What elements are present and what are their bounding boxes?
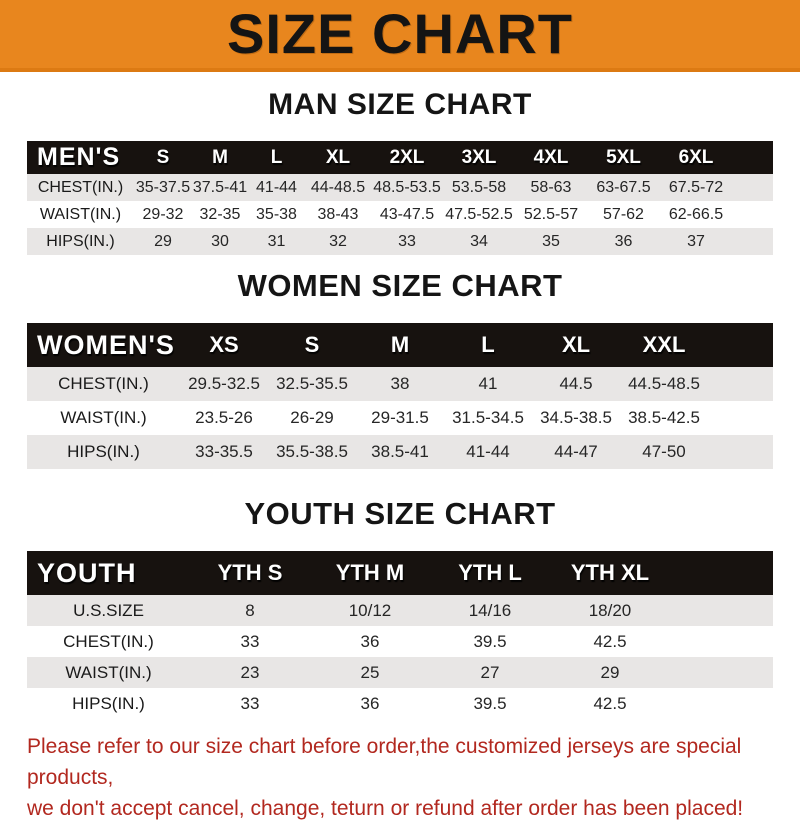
men-row-label: HIPS(IN.): [46, 232, 115, 250]
men-value-cell: 34: [470, 232, 488, 250]
women-value-cell: 38.5-41: [371, 442, 429, 462]
men-value-cell: 57-62: [603, 205, 644, 223]
youth-value-cell: 10/12: [348, 600, 392, 620]
men-value-cell: 67.5-72: [668, 178, 724, 196]
youth-value-cell: 23: [240, 662, 260, 682]
spacer-cell: [708, 367, 773, 401]
spacer-cell: [670, 688, 773, 719]
women-section: [0, 269, 800, 469]
men-col-4xl: 4XL: [533, 146, 569, 168]
women-col-xxl: XXL: [642, 332, 686, 358]
men-value-cell: 58-63: [530, 178, 572, 196]
women-size-table: [27, 323, 773, 469]
spacer-cell: [670, 595, 773, 626]
women-row-waist-in: [27, 401, 773, 435]
men-value-cell: 35-37.5: [135, 178, 191, 196]
youth-header-row: [27, 551, 773, 595]
spacer-cell: [708, 323, 773, 367]
women-value-cell: 47-50: [642, 442, 686, 462]
women-header-row: [27, 323, 773, 367]
men-col-5xl: 5XL: [606, 146, 641, 168]
men-value-cell: 38-43: [317, 205, 359, 223]
men-value-cell: 48.5-53.5: [373, 178, 441, 196]
youth-row-hips-in: [27, 688, 773, 719]
men-col-2xl: 2XL: [389, 146, 425, 168]
women-value-cell: 44.5-48.5: [628, 374, 700, 394]
youth-row-label: HIPS(IN.): [72, 693, 145, 713]
youth-value-cell: 14/16: [468, 600, 512, 620]
youth-value-cell: 42.5: [593, 631, 627, 651]
men-value-cell: 30: [211, 232, 229, 250]
youth-value-cell: 8: [245, 600, 255, 620]
women-col-s: S: [304, 332, 320, 358]
men-value-cell: 52.5-57: [523, 205, 579, 223]
spacer-cell: [708, 401, 773, 435]
men-value-cell: 53.5-58: [451, 178, 507, 196]
men-col-m: M: [212, 146, 228, 168]
youth-value-cell: 39.5: [473, 631, 507, 651]
youth-col-yth-s: YTH S: [217, 560, 283, 586]
women-row-label: WAIST(IN.): [60, 408, 147, 428]
youth-col-yth-l: YTH L: [458, 560, 522, 586]
youth-value-cell: 36: [360, 631, 380, 651]
men-value-cell: 32-35: [199, 205, 241, 223]
men-value-cell: 43-47.5: [379, 205, 435, 223]
men-value-cell: 44-48.5: [310, 178, 366, 196]
youth-row-label: CHEST(IN.): [63, 631, 154, 651]
women-value-cell: 29-31.5: [371, 408, 429, 428]
spacer-cell: [732, 141, 773, 174]
spacer-cell: [708, 435, 773, 469]
women-value-cell: 33-35.5: [195, 442, 253, 462]
men-value-cell: 47.5-52.5: [445, 205, 513, 223]
spacer-cell: [670, 626, 773, 657]
men-value-cell: 63-67.5: [596, 178, 651, 196]
men-row-label: WAIST(IN.): [39, 205, 122, 223]
men-col-3xl: 3XL: [461, 146, 497, 168]
women-col-xl: XL: [561, 332, 591, 358]
men-value-cell: 35-38: [256, 205, 297, 223]
youth-value-cell: 18/20: [588, 600, 632, 620]
men-value-cell: 32: [329, 232, 347, 250]
women-value-cell: 29.5-32.5: [188, 374, 260, 394]
women-row-label: CHEST(IN.): [58, 374, 149, 394]
spacer-cell: [732, 174, 773, 201]
women-value-cell: 31.5-34.5: [452, 408, 524, 428]
men-col-s: S: [156, 146, 170, 168]
youth-value-cell: 39.5: [473, 693, 507, 713]
women-value-cell: 23.5-26: [195, 408, 253, 428]
youth-section-title: YOUTH SIZE CHART: [244, 496, 556, 532]
women-value-cell: 41-44: [466, 442, 510, 462]
youth-row-label: WAIST(IN.): [65, 662, 152, 682]
youth-value-cell: 29: [600, 662, 620, 682]
youth-row-waist-in: [27, 657, 773, 688]
women-value-cell: 38.5-42.5: [628, 408, 700, 428]
women-section-title: WOMEN SIZE CHART: [237, 268, 563, 303]
men-row-hips-in: [27, 228, 773, 255]
men-value-cell: 37: [687, 232, 705, 250]
women-row-label: HIPS(IN.): [67, 442, 140, 462]
women-row-chest-in: [27, 367, 773, 401]
men-row-chest-in: [27, 174, 773, 201]
men-value-cell: 33: [398, 232, 416, 250]
men-value-cell: 31: [267, 232, 286, 250]
men-row-label: CHEST(IN.): [37, 178, 124, 196]
men-value-cell: 37.5-41: [192, 178, 248, 196]
men-value-cell: 36: [614, 232, 633, 250]
women-value-cell: 41: [478, 374, 498, 394]
men-corner-label: MEN'S: [37, 143, 121, 171]
youth-row-label: U.S.SIZE: [73, 600, 144, 620]
men-col-6xl: 6XL: [678, 146, 714, 168]
page-title: SIZE CHART: [227, 2, 573, 65]
youth-row-u-s-size: [27, 595, 773, 626]
men-header-row: [27, 141, 773, 174]
youth-value-cell: 36: [360, 693, 380, 713]
men-col-xl: XL: [325, 146, 351, 168]
footer-note-line2: we don't accept cancel, change, teturn or refund after order has been placed!: [27, 797, 744, 821]
men-col-l: L: [270, 146, 283, 168]
youth-row-chest-in: [27, 626, 773, 657]
women-value-cell: 44-47: [554, 442, 598, 462]
women-value-cell: 38: [390, 374, 410, 394]
spacer-cell: [732, 201, 773, 228]
women-row-hips-in: [27, 435, 773, 469]
youth-col-yth-xl: YTH XL: [570, 560, 650, 586]
youth-section: [0, 497, 800, 719]
men-value-cell: 29-32: [142, 205, 184, 223]
women-value-cell: 35.5-38.5: [276, 442, 348, 462]
youth-value-cell: 33: [240, 693, 260, 713]
women-value-cell: 32.5-35.5: [276, 374, 348, 394]
men-value-cell: 35: [542, 232, 560, 250]
women-value-cell: 44.5: [559, 374, 593, 394]
women-col-l: L: [481, 332, 495, 358]
youth-value-cell: 33: [240, 631, 260, 651]
spacer-cell: [732, 228, 773, 255]
youth-value-cell: 42.5: [593, 693, 627, 713]
men-value-cell: 29: [154, 232, 172, 250]
footer-note: [0, 731, 800, 824]
women-value-cell: 26-29: [290, 408, 334, 428]
women-col-m: M: [390, 332, 410, 358]
footer-note-line1: Please refer to our size chart before order,the customized jerseys are special products,: [27, 735, 742, 790]
men-size-table: [27, 141, 773, 255]
youth-corner-label: YOUTH: [37, 557, 137, 588]
men-section: [0, 88, 800, 255]
banner: [0, 0, 800, 72]
spacer-cell: [670, 551, 773, 595]
men-value-cell: 62-66.5: [668, 205, 724, 223]
women-corner-label: WOMEN'S: [37, 329, 175, 360]
men-section-title: MAN SIZE CHART: [268, 88, 532, 121]
women-value-cell: 34.5-38.5: [540, 408, 612, 428]
youth-value-cell: 27: [480, 662, 500, 682]
spacer-cell: [670, 657, 773, 688]
men-value-cell: 41-44: [256, 178, 297, 196]
men-row-waist-in: [27, 201, 773, 228]
women-col-xs: XS: [209, 332, 239, 358]
youth-size-table: [27, 551, 773, 719]
youth-col-yth-m: YTH M: [335, 560, 405, 586]
youth-value-cell: 25: [360, 662, 380, 682]
